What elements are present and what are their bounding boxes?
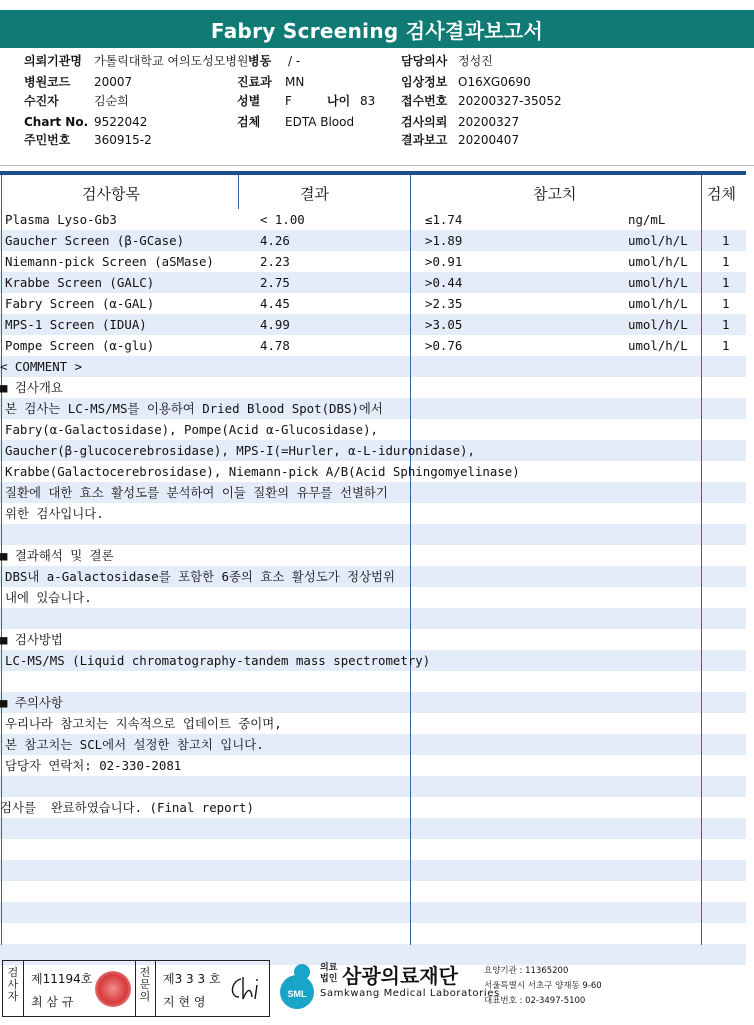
hospital-code-label: 병원코드 xyxy=(24,75,71,89)
test-name: Gaucher Screen (β-GCase) xyxy=(5,233,185,248)
unit: umol/h/L xyxy=(628,233,688,248)
age-value: 83 xyxy=(360,94,376,108)
receipt-no-value: 20200327-35052 xyxy=(458,94,562,108)
signature-mark xyxy=(225,973,265,1005)
divider xyxy=(0,165,754,166)
ward-label: 병동 xyxy=(248,54,272,68)
header-reference: 참고치 xyxy=(533,185,577,203)
result-value: 2.23 xyxy=(260,254,290,269)
specialist-label: 전문의 xyxy=(139,966,151,1003)
test-name: Pompe Screen (α-glu) xyxy=(5,338,155,353)
grid-stripe xyxy=(0,776,746,797)
result-value: 2.75 xyxy=(260,275,290,290)
test-name: MPS-1 Screen (IDUA) xyxy=(5,317,147,332)
sml-logo-icon xyxy=(270,961,318,1011)
footer xyxy=(0,955,754,1025)
org-english: Samkwang Medical Laboratories xyxy=(320,988,500,999)
signature-box xyxy=(2,960,270,1017)
grid-stripe xyxy=(0,503,746,524)
comment-line: 담당자 연락처: 02-330-2081 xyxy=(5,758,182,773)
comment-line: ■ 검사개요 xyxy=(0,380,63,395)
specimen-code: 1 xyxy=(722,275,730,290)
test-name: Plasma Lyso-Gb3 xyxy=(5,212,117,227)
department-value: MN xyxy=(285,75,305,89)
comment-line: Krabbe(Galactocerebrosidase), Niemann-pick A/B(Acid Sphingomyelinase) xyxy=(5,464,520,479)
specimen-code: 1 xyxy=(722,233,730,248)
resident-no-label: 주민번호 xyxy=(24,133,71,147)
patient-info xyxy=(0,52,754,162)
hospital-code-value: 20007 xyxy=(94,75,133,89)
grid-stripe xyxy=(0,587,746,608)
age-label: 나이 xyxy=(327,94,351,108)
resident-no-value: 360915-2 xyxy=(94,133,152,147)
ward-value: / - xyxy=(288,54,301,68)
grid-stripe xyxy=(0,671,746,692)
specialist-license: 제3 3 3 호 xyxy=(163,972,221,986)
grid-stripe xyxy=(0,839,746,860)
reference-range: >2.35 xyxy=(425,296,463,311)
chart-no-label: Chart No. xyxy=(24,115,89,129)
clinical-info-label: 임상정보 xyxy=(401,75,448,89)
result-value: 4.99 xyxy=(260,317,290,332)
comment-line: < COMMENT > xyxy=(0,359,83,374)
unit: umol/h/L xyxy=(628,296,688,311)
unit: umol/h/L xyxy=(628,317,688,332)
org-name: 삼광의료재단 xyxy=(342,964,458,988)
physician-value: 정성진 xyxy=(458,54,493,68)
comment-line: ■ 결과해석 및 결론 xyxy=(0,548,114,563)
org-prefix: 의료법인 xyxy=(320,963,338,984)
sex-label: 성별 xyxy=(237,94,261,108)
comment-line: 위한 검사입니다. xyxy=(5,506,104,521)
comment-line: Gaucher(β-glucocerebrosidase), MPS-I(=Hurler, α-L-iduronidase), xyxy=(5,443,475,458)
care-no: 요양기관 : 11365200 xyxy=(484,966,569,976)
column-divider xyxy=(701,175,702,945)
grid-stripe xyxy=(0,377,746,398)
specialist-name: 지 현 영 xyxy=(163,995,206,1009)
institution-label: 의뢰기관명 xyxy=(24,54,82,68)
reference-range: >0.76 xyxy=(425,338,463,353)
header-test: 검사항목 xyxy=(82,185,140,203)
reference-range: >3.05 xyxy=(425,317,463,332)
address: 서울특별시 서초구 양재동 9-60 xyxy=(484,981,602,991)
collector-label: 수진자 xyxy=(24,94,59,108)
report-title: Fabry Screening 검사결과보고서 xyxy=(0,10,754,48)
result-value: < 1.00 xyxy=(260,212,305,227)
test-name: Fabry Screen (α-GAL) xyxy=(5,296,155,311)
comment-line: 본 참고치는 SCL에서 설정한 참고치 입니다. xyxy=(5,737,264,752)
grid-stripe xyxy=(0,860,746,881)
result-value: 4.78 xyxy=(260,338,290,353)
specimen-value: EDTA Blood xyxy=(285,115,355,129)
phone: 대표번호 : 02-3497-5100 xyxy=(484,996,586,1006)
column-divider xyxy=(238,175,239,209)
reference-range: >0.44 xyxy=(425,275,463,290)
chart-no-value: 9522042 xyxy=(94,115,148,129)
test-name: Niemann-pick Screen (aSMase) xyxy=(5,254,214,269)
unit: umol/h/L xyxy=(628,338,688,353)
comment-line: DBS내 a-Galactosidase를 포함한 6종의 효소 활성도가 정상범위 xyxy=(5,569,395,584)
grid-stripe xyxy=(0,692,746,713)
comment-line: ■ 검사방법 xyxy=(0,632,63,647)
request-date-label: 검사의뢰 xyxy=(401,115,448,129)
grid-stripe xyxy=(0,356,746,377)
grid-stripe xyxy=(0,902,746,923)
specimen-code: 1 xyxy=(722,338,730,353)
grid-stripe xyxy=(0,923,746,944)
specimen-label: 검체 xyxy=(237,115,261,129)
comment-line: 질환에 대한 효소 활성도를 분석하여 이들 질환의 유무를 선별하기 xyxy=(5,485,388,500)
comment-line: 검사를 완료하였습니다. (Final report) xyxy=(0,800,254,815)
result-value: 4.45 xyxy=(260,296,290,311)
sex-value: F xyxy=(285,94,292,108)
inspector-label: 검사자 xyxy=(7,966,19,1003)
grid-stripe xyxy=(0,818,746,839)
specimen-code: 1 xyxy=(722,317,730,332)
comment-line: 본 검사는 LC-MS/MS를 이용하여 Dried Blood Spot(DBS)에서 xyxy=(5,401,383,416)
test-name: Krabbe Screen (GALC) xyxy=(5,275,155,290)
grid-stripe xyxy=(0,629,746,650)
specimen-code: 1 xyxy=(722,296,730,311)
comment-line: Fabry(α-Galactosidase), Pompe(Acid α-Glucosidase), xyxy=(5,422,378,437)
column-divider xyxy=(410,175,411,945)
department-label: 진료과 xyxy=(237,75,272,89)
reference-range: >0.91 xyxy=(425,254,463,269)
collector-value: 김순희 xyxy=(94,94,129,108)
grid-stripe xyxy=(0,881,746,902)
unit: ng/mL xyxy=(628,212,666,227)
header-result: 결과 xyxy=(300,185,329,203)
reference-range: ≤1.74 xyxy=(425,212,463,227)
report-date-label: 결과보고 xyxy=(401,133,448,147)
comment-line: LC-MS/MS (Liquid chromatography-tandem mass spectrometry) xyxy=(5,653,431,668)
unit: umol/h/L xyxy=(628,254,688,269)
request-date-value: 20200327 xyxy=(458,115,520,129)
results-grid xyxy=(0,175,746,945)
inspector-license: 제11194호 xyxy=(31,972,93,986)
header-specimen: 검체 xyxy=(707,185,736,203)
comment-line: 내에 있습니다. xyxy=(5,590,92,605)
institution-value: 가톨릭대학교 여의도성모병원 xyxy=(94,54,249,68)
physician-label: 담당의사 xyxy=(401,54,448,68)
comment-line: 우리나라 참고치는 지속적으로 업데이트 중이며, xyxy=(5,716,282,731)
comment-line: ■ 주의사항 xyxy=(0,695,63,710)
grid-stripe xyxy=(0,524,746,545)
report-date-value: 20200407 xyxy=(458,133,520,147)
reference-range: >1.89 xyxy=(425,233,463,248)
logo-text: SML xyxy=(287,989,307,999)
receipt-no-label: 접수번호 xyxy=(401,94,448,108)
clinical-info-value: O16XG0690 xyxy=(458,75,531,89)
grid-stripe xyxy=(0,608,746,629)
result-value: 4.26 xyxy=(260,233,290,248)
specimen-code: 1 xyxy=(722,254,730,269)
inspector-name: 최 삼 규 xyxy=(31,995,74,1009)
seal-stamp xyxy=(95,971,131,1007)
unit: umol/h/L xyxy=(628,275,688,290)
